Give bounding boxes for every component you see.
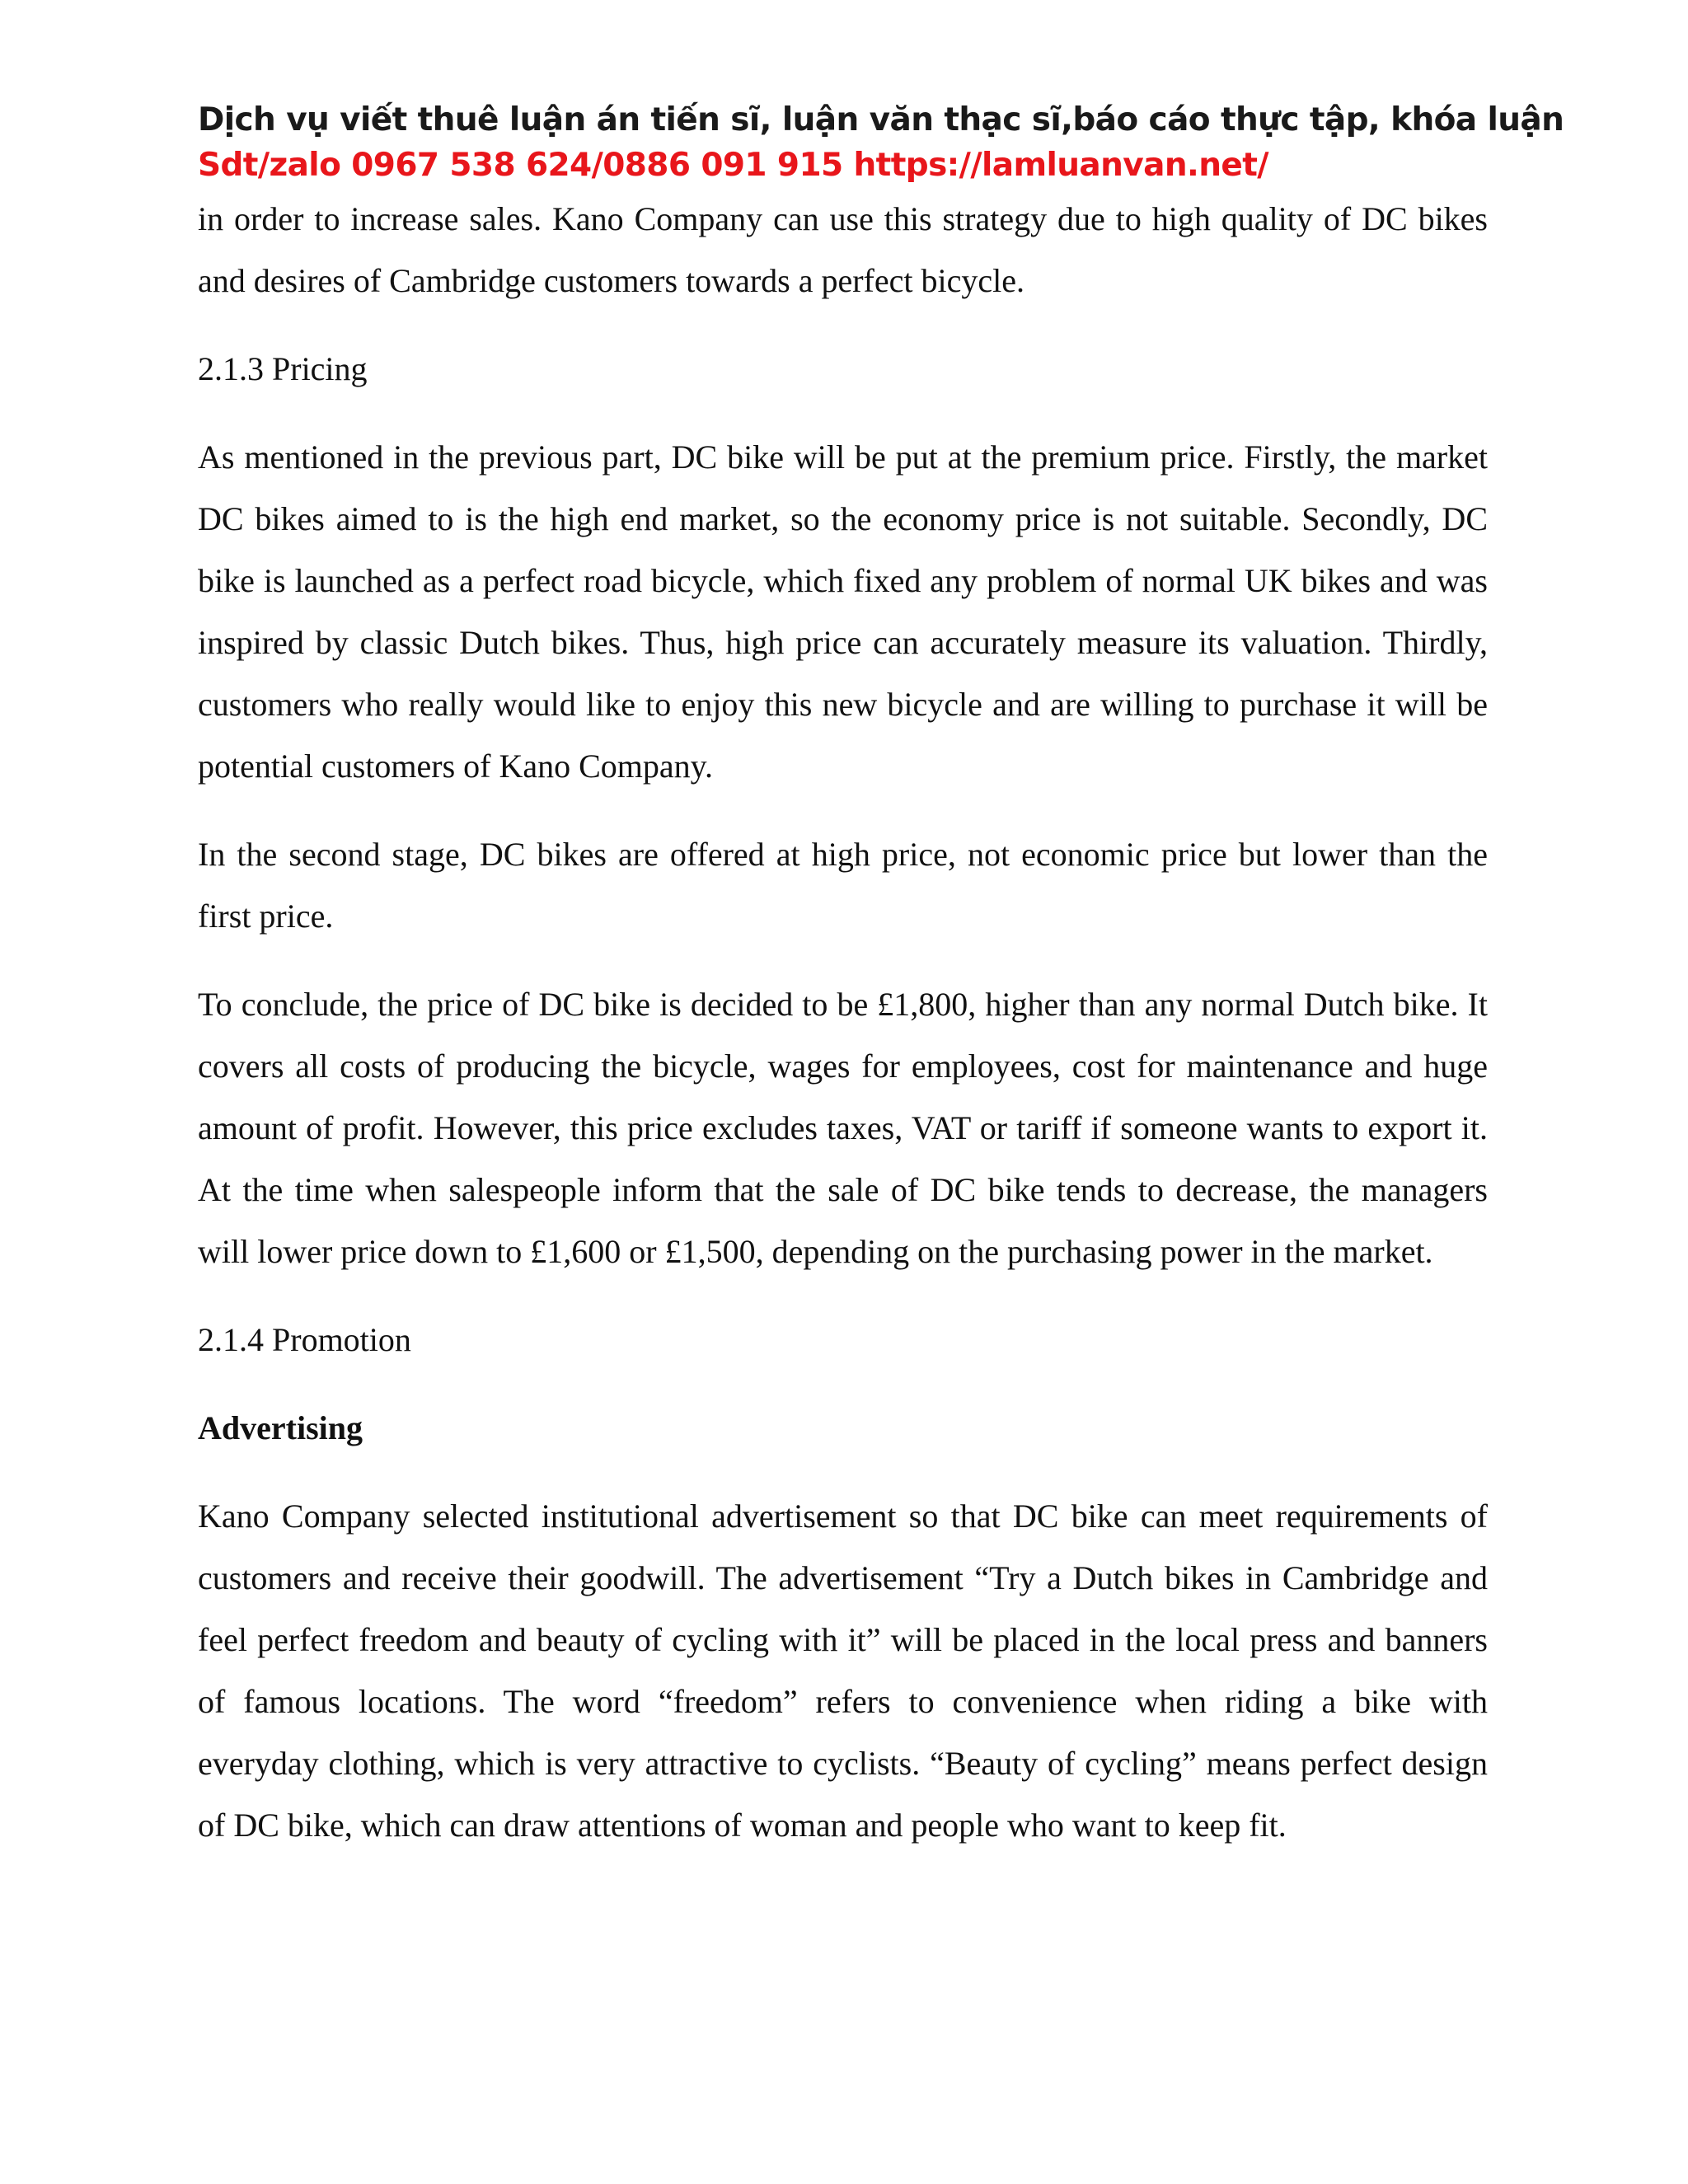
paragraph-pricing-conclusion: To conclude, the price of DC bike is decided to be £1,800, higher than any normal Dutch bike. It covers all costs of producing the bicycle, wages for employees, cost for maintenance and huge amount of profit. However, this price excludes taxes, VAT or tariff if someone wants to export it. At the time when salespeople inform that the sale of DC bike tends to decrease, the managers will lower price down to £1,600 or £1,500, depending on the purchasing power in the market. <box>198 986 1488 1270</box>
paragraph-pricing-premium: As mentioned in the previous part, DC bike will be put at the premium price. Firstly, the market DC bikes aimed to is the high end market, so the economy price is not suitable. Secondly, DC bike is launched as a perfect road bicycle, which fixed any problem of normal UK bikes and was inspired by classic Dutch bikes. Thus, high price can accurately measure its valuation. Thirdly, customers who really would like to enjoy this new bicycle and are willing to purchase it will be potential customers of Kano Company. <box>198 438 1488 785</box>
document-page <box>198 97 1564 1856</box>
paragraph-continued: in order to increase sales. Kano Company can use this strategy due to high quality of DC bikes and desires of Cambridge customers towards a perfect bicycle. <box>198 200 1488 299</box>
subheading-advertising: Advertising <box>198 1409 363 1446</box>
service-banner-contact: Sdt/zalo 0967 538 624/0886 091 915 https://lamluanvan.net/ <box>198 147 1268 184</box>
section-heading-promotion: 2.1.4 Promotion <box>198 1321 411 1358</box>
service-banner-title: Dịch vụ viết thuê luận án tiến sĩ, luận văn thạc sĩ,báo cáo thực tập, khóa luận <box>198 101 1564 138</box>
paragraph-advertising: Kano Company selected institutional advertisement so that DC bike can meet requirements of customers and receive their goodwill. The advertisement “Try a Dutch bikes in Cambridge and feel perfect freedom and beauty of cycling with it” will be placed in the local press and banners of famous locations. The word “freedom” refers to convenience when riding a bike with everyday clothing, which is very attractive to cyclists. “Beauty of cycling” means perfect design of DC bike, which can draw attentions of woman and people who want to keep fit. <box>198 1497 1488 1844</box>
section-heading-pricing: 2.1.3 Pricing <box>198 350 368 387</box>
paragraph-pricing-second-stage: In the second stage, DC bikes are offered at high price, not economic price but lower than the first price. <box>198 836 1488 935</box>
